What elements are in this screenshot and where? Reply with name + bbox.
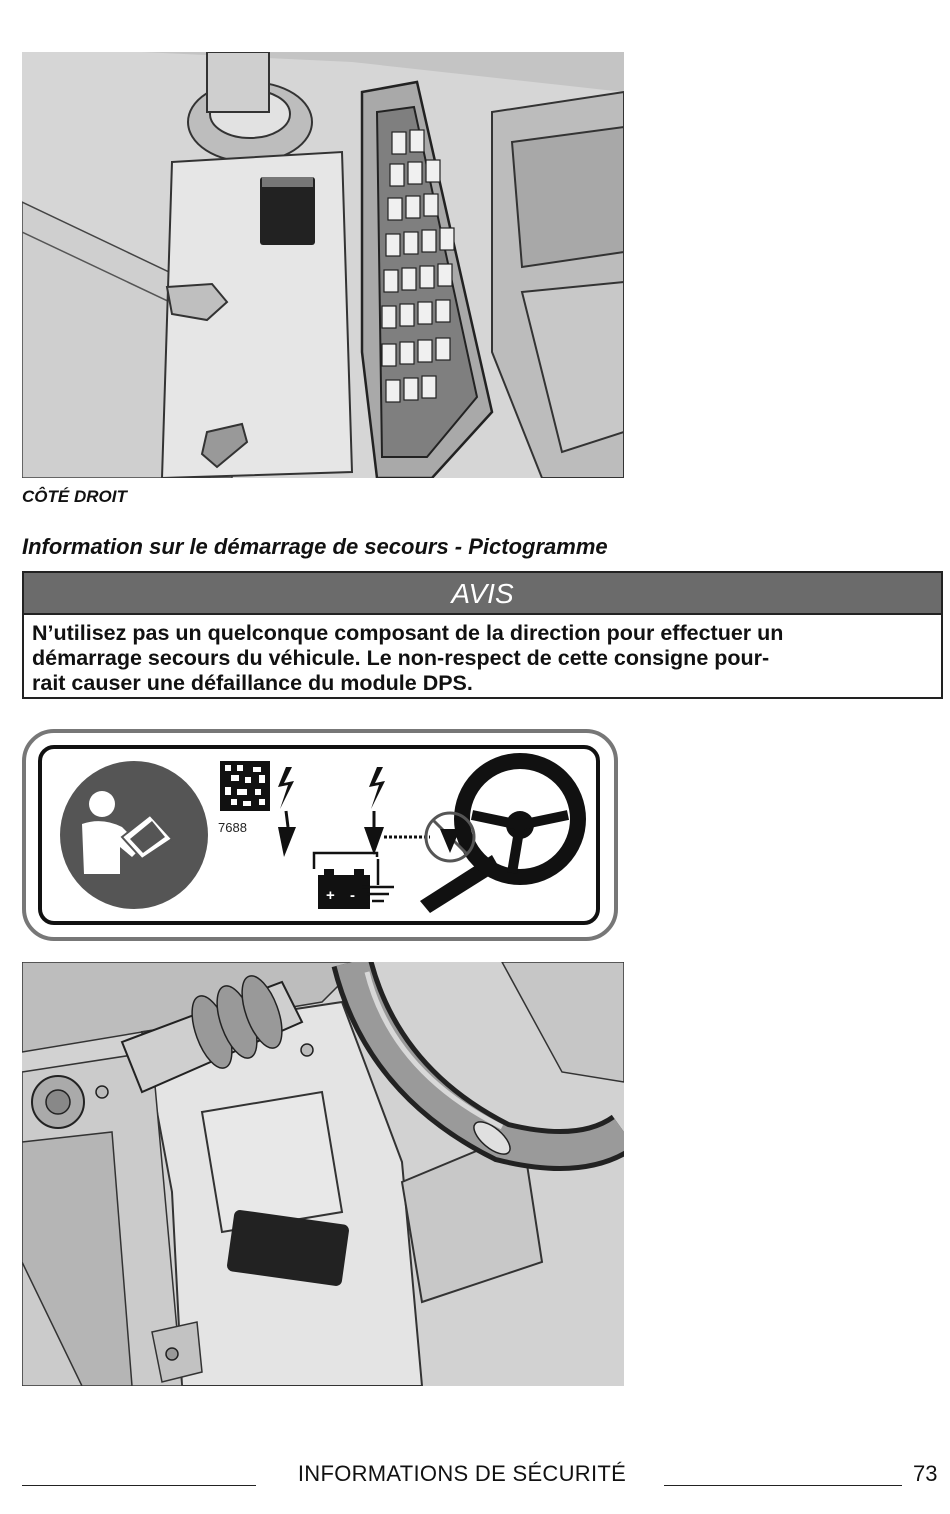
- notice-line: N’utilisez pas un quelconque composant de la direction pour effectuer un: [32, 621, 784, 645]
- decal-code: 7688: [218, 820, 247, 835]
- read-manual-icon: [60, 761, 208, 909]
- boost-pictogram-decal: [22, 729, 618, 941]
- notice-line: démarrage secours du véhicule. Le non-respect de cette consigne pour-: [32, 646, 770, 670]
- notice-line: rait causer une défaillance du module DPS.: [32, 671, 473, 695]
- footer-section-title: INFORMATIONS DE SÉCURITÉ: [297, 1461, 627, 1486]
- notice-text: [24, 615, 941, 696]
- page-number: 73: [913, 1461, 938, 1486]
- figure-caption: CÔTÉ DROIT: [22, 487, 127, 506]
- data-matrix-code: [220, 761, 270, 811]
- battery-minus-label: -: [350, 887, 355, 904]
- footer-rule-right: [664, 1485, 902, 1486]
- section-heading: Information sur le démarrage de secours - Pictogramme: [22, 534, 608, 559]
- notice-label: AVIS: [24, 573, 941, 615]
- footer-rule-left: [22, 1485, 256, 1486]
- battery-icon: [318, 869, 370, 909]
- fuse-box-illustration: [22, 52, 624, 478]
- notice-box: [22, 571, 943, 699]
- battery-plus-label: +: [326, 887, 335, 904]
- steering-column-illustration: [22, 962, 624, 1386]
